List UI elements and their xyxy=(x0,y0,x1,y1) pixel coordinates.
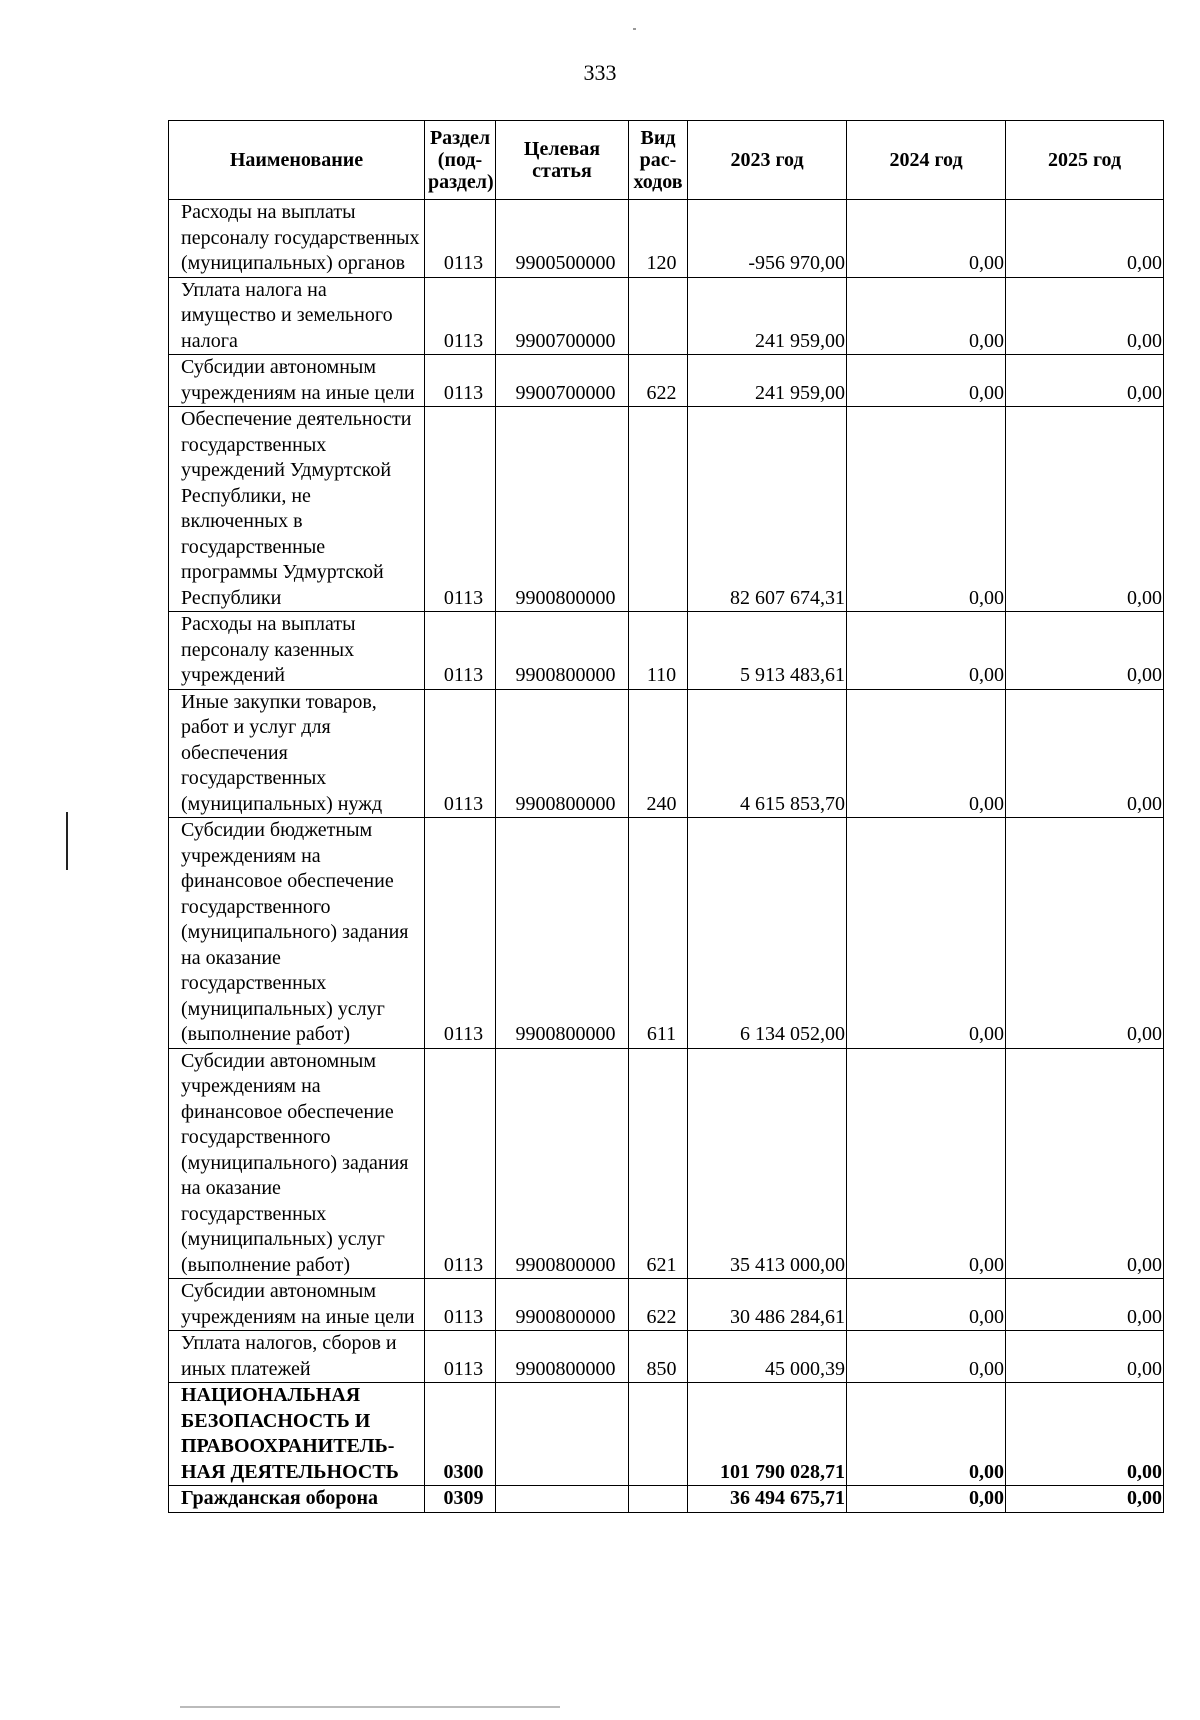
header-2024: 2024 год xyxy=(847,121,1006,200)
table-header-row xyxy=(169,121,1164,200)
row-section: 0113 xyxy=(425,1279,496,1331)
row-2023: 6 134 052,00 xyxy=(688,818,847,1049)
row-name: Иные закупки товаров, работ и услуг для обеспечения государственных (муниципальных) нужд xyxy=(169,689,425,818)
row-kind: 622 xyxy=(629,355,688,407)
row-name: Субсидии автономным учреждениям на иные цели xyxy=(169,1279,425,1331)
row-2023: 35 413 000,00 xyxy=(688,1048,847,1279)
row-2024: 0,00 xyxy=(847,1048,1006,1279)
row-target: 9900500000 xyxy=(496,200,629,278)
row-2024: 0,00 xyxy=(847,689,1006,818)
table-row xyxy=(169,1279,1164,1331)
row-target: 9900700000 xyxy=(496,355,629,407)
row-2023: 45 000,39 xyxy=(688,1331,847,1383)
table-row xyxy=(169,1486,1164,1513)
row-2023: -956 970,00 xyxy=(688,200,847,278)
row-name: Уплата налога на имущество и земельного налога xyxy=(169,277,425,355)
row-2023: 82 607 674,31 xyxy=(688,407,847,612)
page-number: 333 xyxy=(583,60,617,85)
bottom-rule xyxy=(180,1706,560,1708)
row-target: 9900800000 xyxy=(496,689,629,818)
row-target: 9900800000 xyxy=(496,1331,629,1383)
row-target: 9900800000 xyxy=(496,407,629,612)
row-2025: 0,00 xyxy=(1006,355,1164,407)
table-row xyxy=(169,200,1164,278)
row-2025: 0,00 xyxy=(1006,612,1164,690)
row-2024: 0,00 xyxy=(847,200,1006,278)
table-row xyxy=(169,355,1164,407)
row-name: Субсидии автономным учреждениям на финансовое обеспечение государственного (муниципального) задания на оказание государственных (муниципальных) услуг (выполнение работ) xyxy=(169,1048,425,1279)
row-section: 0113 xyxy=(425,277,496,355)
row-2025: 0,00 xyxy=(1006,1331,1164,1383)
row-section: 0309 xyxy=(425,1486,496,1513)
row-section: 0113 xyxy=(425,1048,496,1279)
row-kind: 240 xyxy=(629,689,688,818)
table-row xyxy=(169,1383,1164,1486)
row-2025: 0,00 xyxy=(1006,1279,1164,1331)
margin-mark xyxy=(66,812,68,870)
row-2024: 0,00 xyxy=(847,355,1006,407)
row-2024: 0,00 xyxy=(847,1383,1006,1486)
row-name: Обеспечение деятельности государственных учреждений Удмуртской Республики, не включенных в государственные программы Удмуртской Республики xyxy=(169,407,425,612)
header-section: Раздел (под-раздел) xyxy=(425,121,496,200)
row-2023: 241 959,00 xyxy=(688,355,847,407)
row-section: 0113 xyxy=(425,407,496,612)
table-row xyxy=(169,1331,1164,1383)
table-row xyxy=(169,689,1164,818)
row-section: 0113 xyxy=(425,200,496,278)
row-2025: 0,00 xyxy=(1006,277,1164,355)
row-2025: 0,00 xyxy=(1006,818,1164,1049)
row-target xyxy=(496,1383,629,1486)
row-2024: 0,00 xyxy=(847,1486,1006,1513)
row-target: 9900800000 xyxy=(496,1048,629,1279)
row-section: 0113 xyxy=(425,1331,496,1383)
row-kind xyxy=(629,277,688,355)
row-name: Уплата налогов, сборов и иных платежей xyxy=(169,1331,425,1383)
table-row xyxy=(169,612,1164,690)
table-row xyxy=(169,1048,1164,1279)
row-name: Субсидии автономным учреждениям на иные цели xyxy=(169,355,425,407)
row-name: Гражданская оборона xyxy=(169,1486,425,1513)
row-2024: 0,00 xyxy=(847,277,1006,355)
row-kind: 110 xyxy=(629,612,688,690)
row-name: Расходы на выплаты персоналу казенных учреждений xyxy=(169,612,425,690)
row-2023: 36 494 675,71 xyxy=(688,1486,847,1513)
row-2025: 0,00 xyxy=(1006,1486,1164,1513)
table-row xyxy=(169,407,1164,612)
budget-table xyxy=(168,120,1164,1513)
row-2023: 30 486 284,61 xyxy=(688,1279,847,1331)
row-section: 0113 xyxy=(425,689,496,818)
row-2025: 0,00 xyxy=(1006,407,1164,612)
row-name: Субсидии бюджетным учреждениям на финансовое обеспечение государственного (муниципального) задания на оказание государственных (муниципальных) услуг (выполнение работ) xyxy=(169,818,425,1049)
row-2024: 0,00 xyxy=(847,818,1006,1049)
header-name: Наименование xyxy=(169,121,425,200)
row-kind xyxy=(629,407,688,612)
row-2023: 5 913 483,61 xyxy=(688,612,847,690)
scan-speck xyxy=(633,28,636,30)
row-section: 0113 xyxy=(425,612,496,690)
header-2023: 2023 год xyxy=(688,121,847,200)
row-2025: 0,00 xyxy=(1006,1383,1164,1486)
row-2025: 0,00 xyxy=(1006,1048,1164,1279)
row-2023: 4 615 853,70 xyxy=(688,689,847,818)
header-target: Целевая статья xyxy=(496,121,629,200)
row-2023: 101 790 028,71 xyxy=(688,1383,847,1486)
row-section: 0113 xyxy=(425,818,496,1049)
row-target: 9900800000 xyxy=(496,612,629,690)
table-row xyxy=(169,818,1164,1049)
row-section: 0113 xyxy=(425,355,496,407)
row-kind: 611 xyxy=(629,818,688,1049)
row-target: 9900800000 xyxy=(496,818,629,1049)
row-kind xyxy=(629,1486,688,1513)
row-name: Расходы на выплаты персоналу государственных (муниципальных) органов xyxy=(169,200,425,278)
row-2024: 0,00 xyxy=(847,1279,1006,1331)
row-section: 0300 xyxy=(425,1383,496,1486)
row-2024: 0,00 xyxy=(847,1331,1006,1383)
header-2025: 2025 год xyxy=(1006,121,1164,200)
row-kind: 850 xyxy=(629,1331,688,1383)
header-kind: Вид рас-ходов xyxy=(629,121,688,200)
row-kind: 622 xyxy=(629,1279,688,1331)
row-2025: 0,00 xyxy=(1006,689,1164,818)
row-2024: 0,00 xyxy=(847,612,1006,690)
row-2025: 0,00 xyxy=(1006,200,1164,278)
row-kind: 120 xyxy=(629,200,688,278)
row-2023: 241 959,00 xyxy=(688,277,847,355)
row-name: НАЦИОНАЛЬНАЯ БЕЗОПАСНОСТЬ И ПРАВООХРАНИТЕЛЬ-НАЯ ДЕЯТЕЛЬНОСТЬ xyxy=(169,1383,425,1486)
row-kind: 621 xyxy=(629,1048,688,1279)
row-target xyxy=(496,1486,629,1513)
row-target: 9900800000 xyxy=(496,1279,629,1331)
row-2024: 0,00 xyxy=(847,407,1006,612)
row-kind xyxy=(629,1383,688,1486)
row-target: 9900700000 xyxy=(496,277,629,355)
table-row xyxy=(169,277,1164,355)
